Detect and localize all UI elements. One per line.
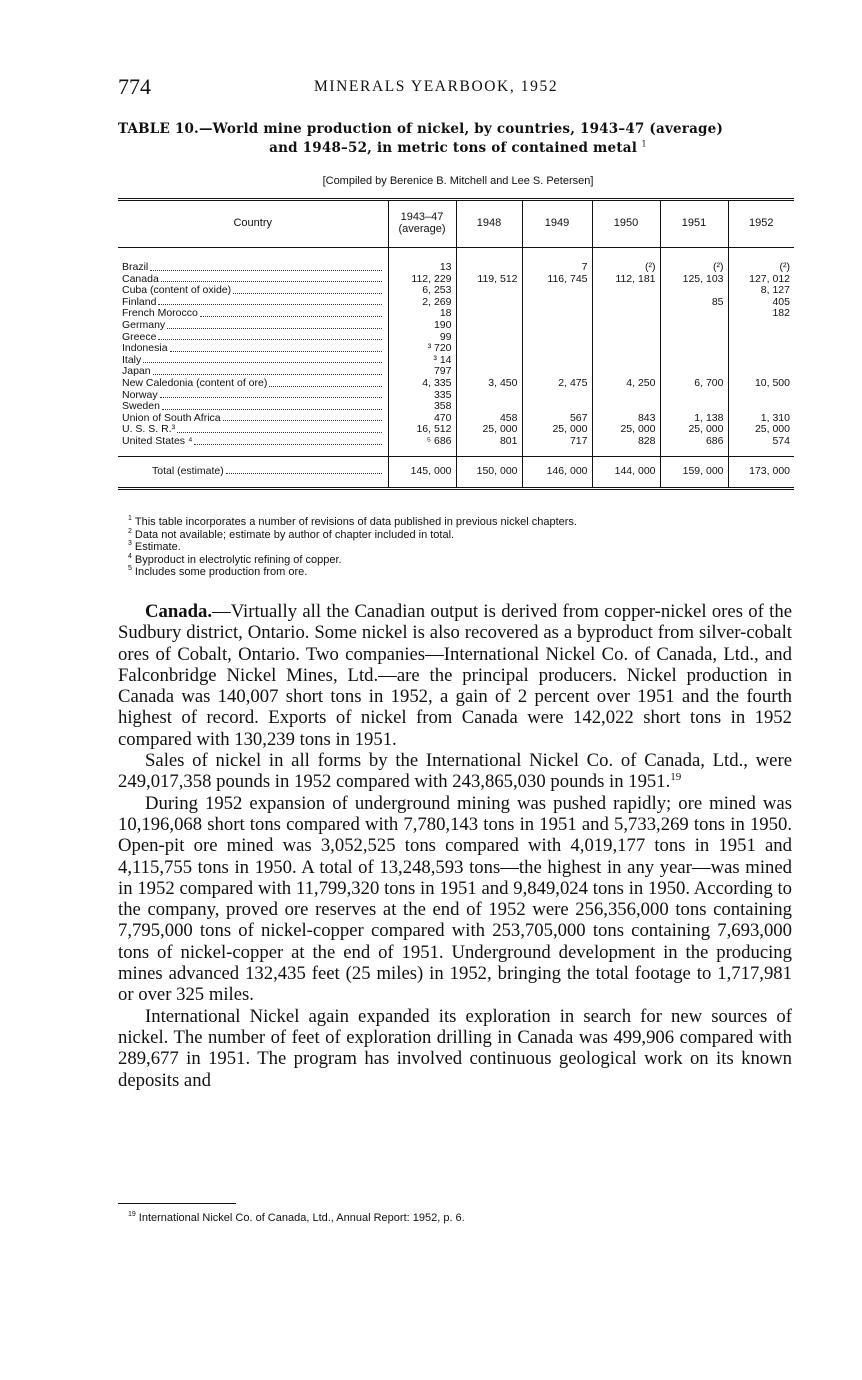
table-note [128,554,798,567]
leader-dots [160,390,382,399]
value-cell [456,332,522,344]
leader-dots [170,343,382,352]
value-cell [592,332,660,344]
value-cell [522,401,592,413]
value-cell [522,285,592,297]
value-cell: 567 [522,413,592,425]
table-row [118,320,794,332]
leader-dots [233,285,381,294]
table-label: TABLE 10. [118,121,199,137]
country-cell [118,436,388,456]
country-label [122,436,384,448]
table-row [118,378,794,390]
value-cell [522,332,592,344]
table-row [118,332,794,344]
value-cell [522,308,592,320]
total-value-cell: 159, 000 [660,456,728,488]
total-value-cell: 150, 000 [456,456,522,488]
value-cell [728,401,794,413]
table-note [128,529,798,542]
table-row [118,343,794,355]
value-cell: 358 [388,401,456,413]
leader-dots [167,320,381,329]
value-cell: 1, 310 [728,413,794,425]
value-cell: 6, 253 [388,285,456,297]
value-cell: (²) [592,248,660,274]
value-cell [522,390,592,402]
paragraph-text: International Nickel again expanded its exploration in search for new sources of nickel. The number of feet of exploration drilling in Canada was 499,906 compared with 289,677 in 1951. The program has involved continuous geological work on its known deposits and [118,1005,792,1091]
total-value-cell: 146, 000 [522,456,592,488]
value-cell [728,332,794,344]
note-mark: 3 [128,540,132,548]
value-cell [522,355,592,367]
table-header-row [118,200,794,248]
country-name: Canada [122,272,159,285]
value-cell: 119, 512 [456,274,522,286]
total-value-cell: 173, 000 [728,456,794,488]
footnote-ref: 19 [670,771,682,784]
value-cell [660,308,728,320]
value-cell: 797 [388,366,456,378]
note-mark: 1 [128,515,132,523]
total-label [152,466,384,478]
total-value-cell: 144, 000 [592,456,660,488]
value-cell [728,343,794,355]
leader-dots [200,308,382,317]
production-table [118,198,794,490]
column-header-country: Country [118,200,388,248]
table-row [118,390,794,402]
running-head [118,74,794,102]
value-cell: 7 [522,248,592,274]
note-text: Includes some production from ore. [134,566,308,578]
country-name: Sweden [122,400,160,413]
value-cell [592,285,660,297]
table-notes [128,516,798,579]
value-cell: 125, 103 [660,274,728,286]
value-cell: 18 [388,308,456,320]
value-cell: 8, 127 [728,285,794,297]
value-cell: ³ 720 [388,343,456,355]
leader-dots [150,262,381,271]
value-cell [660,332,728,344]
value-cell: 190 [388,320,456,332]
value-cell [660,390,728,402]
country-label [122,285,384,297]
value-cell [456,285,522,297]
table-body [118,248,794,457]
table-title-line1: —World mine production of nickel, by countries, 1943–47 (average) [198,121,724,137]
paragraph-text: Sales of nickel in all forms by the International Nickel Co. of Canada, Ltd., were 249,017,358 pounds in 1952 compared with 243,865,030 pounds in 1951. [118,750,792,793]
table-row [118,355,794,367]
value-cell: 4, 335 [388,378,456,390]
value-cell: 16, 512 [388,424,456,436]
value-cell: 2, 269 [388,297,456,309]
value-cell [592,308,660,320]
country-label [122,401,384,413]
paragraph [118,601,792,750]
value-cell [456,248,522,274]
leader-dots [162,401,382,410]
country-cell [118,248,388,274]
value-cell [456,297,522,309]
country-label [122,262,384,274]
country-name: Italy [122,353,142,366]
column-header: 1951 [660,200,728,248]
table-row [118,297,794,309]
country-cell [118,401,388,413]
country-label [122,343,384,355]
leader-dots [153,366,382,375]
value-cell [592,355,660,367]
value-cell: 335 [388,390,456,402]
value-cell: 25, 000 [456,424,522,436]
value-cell [522,297,592,309]
note-text: Data not available; estimate by author of chapter included in total. [134,528,455,541]
value-cell: 10, 500 [728,378,794,390]
country-name: Union of South Africa [122,411,221,424]
value-cell: 470 [388,413,456,425]
leader-dots [143,355,381,364]
table-title-note: 1 [641,139,647,149]
value-cell: 843 [592,413,660,425]
note-text: Byproduct in electrolytic refining of copper. [134,553,342,566]
footnote-text: International Nickel Co. of Canada, Ltd., Annual Report: 1952, p. 6. [138,1212,465,1224]
country-name: Norway [122,388,158,401]
leader-dots [158,332,381,341]
leader-dots [161,274,382,283]
value-cell: (²) [728,248,794,274]
table-note [128,566,798,579]
paragraph [118,793,792,1006]
paragraph [118,1006,792,1091]
value-cell [592,297,660,309]
value-cell [728,390,794,402]
table-row [118,285,794,297]
value-cell [592,401,660,413]
value-cell: 458 [456,413,522,425]
table-row [118,436,794,456]
leader-dots [177,424,381,433]
value-cell [456,308,522,320]
note-text: This table incorporates a number of revisions of data published in previous nickel chapters. [134,516,577,528]
value-cell: 127, 012 [728,274,794,286]
note-text: Estimate. [134,541,181,553]
value-cell: 717 [522,436,592,456]
value-cell: 25, 000 [522,424,592,436]
note-mark: 5 [128,565,132,573]
note-mark: 4 [128,552,132,560]
country-name: United States ⁴ [122,434,193,447]
body-text [118,601,792,1091]
value-cell: 574 [728,436,794,456]
section-heading-canada: Canada. [145,601,212,622]
value-cell [660,343,728,355]
value-cell [592,320,660,332]
leader-dots [269,378,381,387]
page-number: 774 [118,74,151,99]
footnote [128,1212,465,1224]
country-label [122,378,384,390]
value-cell [660,401,728,413]
paragraph-text: —Virtually all the Canadian output is derived from copper-nickel ores of the Sudbury district, Ontario. Some nickel is also recovered as a byproduct from silver-cobalt ores of Cobalt, Ontario. Two companies—International Nickel Co. of Canada, Ltd., and Falconbridge Nickel Mines, Ltd.—are the principal producers. Nickel production in Canada was 140,007 short tons in 1952, a gain of 2 percent over 1951 and the fourth highest of record. Exports of nickel from Canada were 142,022 short tons in 1952 compared with 130,239 tons in 1951. [118,601,792,750]
table-row [118,424,794,436]
leader-dots [194,436,381,445]
table-title-line2: and 1948–52, in metric tons of contained metal [269,140,638,156]
footnote-rule [118,1203,236,1204]
country-cell [118,343,388,355]
country-name: Finland [122,295,157,308]
value-cell: 13 [388,248,456,274]
column-header: 1943–47 (average) [388,200,456,248]
value-cell [456,401,522,413]
value-cell [456,390,522,402]
paragraph [118,750,792,793]
value-cell: 801 [456,436,522,456]
country-cell [118,285,388,297]
value-cell: 112, 181 [592,274,660,286]
country-name: Brazil [122,261,149,273]
total-row [118,456,794,488]
note-mark: 2 [128,527,132,535]
leader-dots [226,466,382,475]
table-row [118,248,794,274]
table-row [118,401,794,413]
total-label-cell [118,456,388,488]
table-note [128,516,798,529]
country-label [122,320,384,332]
value-cell [728,355,794,367]
value-cell: 25, 000 [592,424,660,436]
country-name: Indonesia [122,342,168,355]
value-cell [728,320,794,332]
value-cell: ⁵ 686 [388,436,456,456]
value-cell: 405 [728,297,794,309]
value-cell: 4, 250 [592,378,660,390]
country-name: Greece [122,330,157,343]
value-cell [456,343,522,355]
country-name: French Morocco [122,307,198,320]
country-label [122,390,384,402]
value-cell [456,355,522,367]
country-label [122,355,384,367]
value-cell: 112, 229 [388,274,456,286]
country-cell [118,355,388,367]
value-cell: 25, 000 [728,424,794,436]
value-cell [522,343,592,355]
running-title: MINERALS YEARBOOK, 1952 [314,78,559,95]
column-header: 1952 [728,200,794,248]
value-cell: 3, 450 [456,378,522,390]
value-cell: 686 [660,436,728,456]
footnote-mark: 19 [128,1211,136,1219]
country-name: New Caledonia (content of ore) [122,376,268,389]
leader-dots [223,413,382,422]
table-row [118,308,794,320]
value-cell [592,343,660,355]
paragraph-text: During 1952 expansion of underground mining was pushed rapidly; ore mined was 10,196,068 short tons compared with 7,780,143 tons in 1951 and 5,733,269 tons in 1950. Open-pit ore mined was 3,052,525 tons compared with 4,019,177 tons in 1951 and 4,115,755 tons in 1950. A total of 13,248,593 tons—the highest in any year—was mined in 1952 compared with 11,799,320 tons in 1951 and 9,849,024 tons in 1950. According to the company, proved ore reserves at the end of 1952 were 256,356,000 tons containing 7,795,000 tons of nickel-copper compared with 253,705,000 tons containing 7,693,000 tons of nickel-copper at the end of 1951. Underground development in the producing mines advanced 132,435 feet (25 miles) in 1952, bringing the total footage to 1,717,981 or over 325 miles. [118,792,792,1006]
value-cell: 25, 000 [660,424,728,436]
value-cell: (²) [660,248,728,274]
value-cell: 182 [728,308,794,320]
value-cell: 1, 138 [660,413,728,425]
value-cell [456,320,522,332]
value-cell [592,390,660,402]
value-cell: 2, 475 [522,378,592,390]
value-cell: 6, 700 [660,378,728,390]
value-cell: 99 [388,332,456,344]
country-name: U. S. S. R.³ [122,423,176,436]
column-header: 1948 [456,200,522,248]
value-cell: 116, 745 [522,274,592,286]
column-header: 1950 [592,200,660,248]
country-cell [118,378,388,390]
total-value-cell: 145, 000 [388,456,456,488]
compiled-by: [Compiled by Berenice B. Mitchell and Lee S. Petersen] [322,175,594,187]
leader-dots [158,297,381,306]
value-cell: 828 [592,436,660,456]
country-name: Japan [122,365,151,378]
value-cell [522,320,592,332]
country-name: Cuba (content of oxide) [122,284,232,297]
country-name: Germany [122,318,166,331]
value-cell: 85 [660,297,728,309]
column-header: 1949 [522,200,592,248]
value-cell [660,320,728,332]
value-cell [660,355,728,367]
table-title [118,120,798,158]
table-note [128,541,798,554]
country-cell [118,320,388,332]
value-cell: ³ 14 [388,355,456,367]
total-label-text: Total (estimate) [152,464,224,477]
